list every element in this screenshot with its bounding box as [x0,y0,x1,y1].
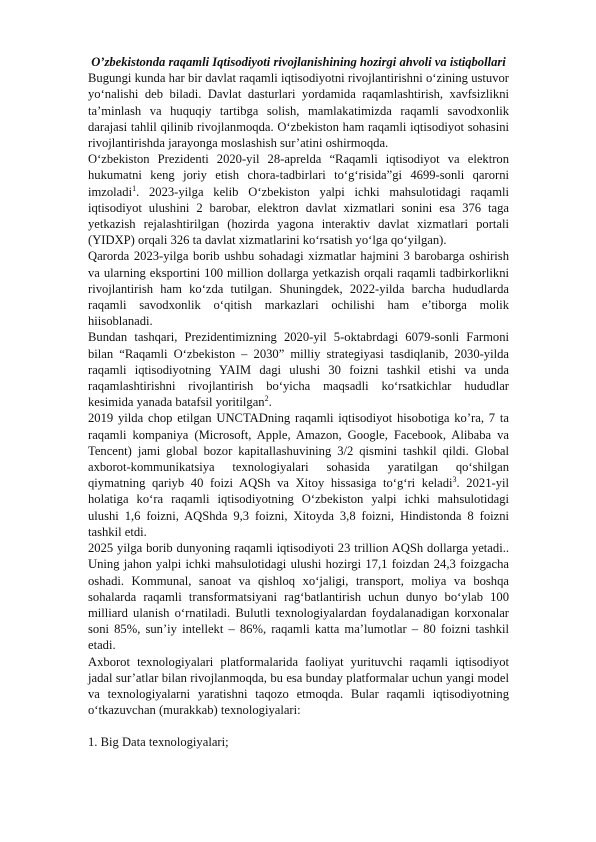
document-page [88,54,509,751]
page-title: O’zbekistonda raqamli Iqtisodiyoti rivojlanishining hozirgi ahvoli va istiqbollari [91,55,506,69]
footnote-ref: 1 [132,183,137,193]
blank-line [88,718,509,734]
paragraph-6: 2025 yilga borib dunyoning raqamli iqtisodiyoti 23 trillion AQSh dollarga yetadi.. Uning jahon yalpi ichki mahsulotidagi ulushi hozirgi 17,1 foizdan 24,3 foizgacha oshadi. Kommunal, sanoat va qishloq xo‘jaligi, transport, moliya va boshqa sohalarda raqamli transformatsiyani rag‘batlantirish uchun dunyo bo‘ylab 100 milliard ulanish o‘rnatiladi. Bulutli texnologiyalardan foydalanadigan korxonalar soni 85%, sun’iy intellekt – 86%, raqamli katta ma’lumotlar – 80 foizni tashkil etadi. [88,541,509,653]
paragraph-2: O‘zbekiston Prezidenti 2020-yil 28-aprelda “Raqamli iqtisodiyot va elektron hukumatni keng joriy etish chora-tadbirlari to‘g‘risida”gi 4699-sonli qarorni imzoladi$^1$. 2023-yilga kelib O‘zbekiston yalpi ichki mahsulotidagi raqamli iqtisodiyot ulushini 2 barobar, elektron davlat xizmatlari sonini esa 376 taga yetkazish rejalashtirilgan (hozirda yagona interaktiv davlat xizmatlari portali (YIDXP) orqali 326 ta davlat xizmatlarini ko‘rsatish yo‘lga qo‘yilgan). [88,152,509,248]
paragraph-1: Bugungi kunda har bir davlat raqamli iqtisodiyotni rivojlantirishni o‘zining ustuvor yo‘nalishi deb biladi. Davlat dasturlari yordamida raqamlashtirish, xavfsizlikni ta’minlash va huquqiy tartibga solish, mamlakatimizda raqamli savodxonlik darajasi tahlil qilinib rivojlanmoqda. O‘zbekiston ham raqamli iqtisodiyot sohasini rivojlantirishda jarayonga moslashish sur’atini oshirmoqda. [88,71,509,151]
paragraph-7: Axborot texnologiyalari platformalarida faoliyat yurituvchi raqamli iqtisodiyot jadal sur’atlar bilan rivojlanmoqda, bu esa bunday platformalar uchun yangi model va texnologiyalarni yaratishni taqozo etmoqda. Bular raqamli iqtisodiyotning o‘tkazuvchan (murakkab) texnologiyalari: [88,654,509,718]
paragraph-4: Bundan tashqari, Prezidentimizning 2020-yil 5-oktabrdagi 6079-sonli Farmoni bilan “Raqamli O‘zbekiston – 2030” milliy strategiyasi tasdiqlanib, 2030-yilda raqamli iqtisodiyotning YAIM dagi ulushi 30 foizni tashkil etishi va unda raqamlashtirishni rivojlantirish bo‘yicha maqsadli ko‘rsatkichlar hududlar kesimida yanada batafsil yoritilgan$^2$. [88,330,509,410]
footnote-ref: 2 [264,394,269,404]
list-item: 1. Big Data texnologiyalari; [88,735,229,750]
footnote-ref: 3 [452,475,457,485]
paragraph-3: Qarorda 2023-yilga borib ushbu sohadagi xizmatlar hajmini 3 barobarga oshirish va ularning eksportini 100 million dollarga yetkazish orqali raqamli tadbirkorlikni rivojlantirish ham ko‘zda tutilgan. Shuningdek, 2022-yilda barcha hududlarda raqamli savodxonlik o‘qitish markazlari ochilishi ham e’tiborga molik hiisoblanadi. [88,249,509,329]
paragraph-5: 2019 yilda chop etilgan UNCTADning raqamli iqtisodiyot hisobotiga ko’ra, 7 ta raqamli kompaniya (Microsoft, Apple, Amazon, Google, Facebook, Alibaba va Tencent) jami global bozor kapitallashuvining 3/2 qismini tashkil qildi. Global axborot-kommunikatsiya texnologiyalari sohasida yaratilgan qo‘shilgan qiymatning qariyb 40 foizi AQSh va Xitoy hissasiga to‘g‘ri keladi$^3$. 2021-yil holatiga ko‘ra raqamli iqtisodiyotning O‘zbekiston yalpi ichki mahsulotidagi ulushi 1,6 foizni, AQShda 9,3 foizni, Xitoyda 3,8 foizni, Hindistonda 8 foizni tashkil etdi. [88,411,509,539]
